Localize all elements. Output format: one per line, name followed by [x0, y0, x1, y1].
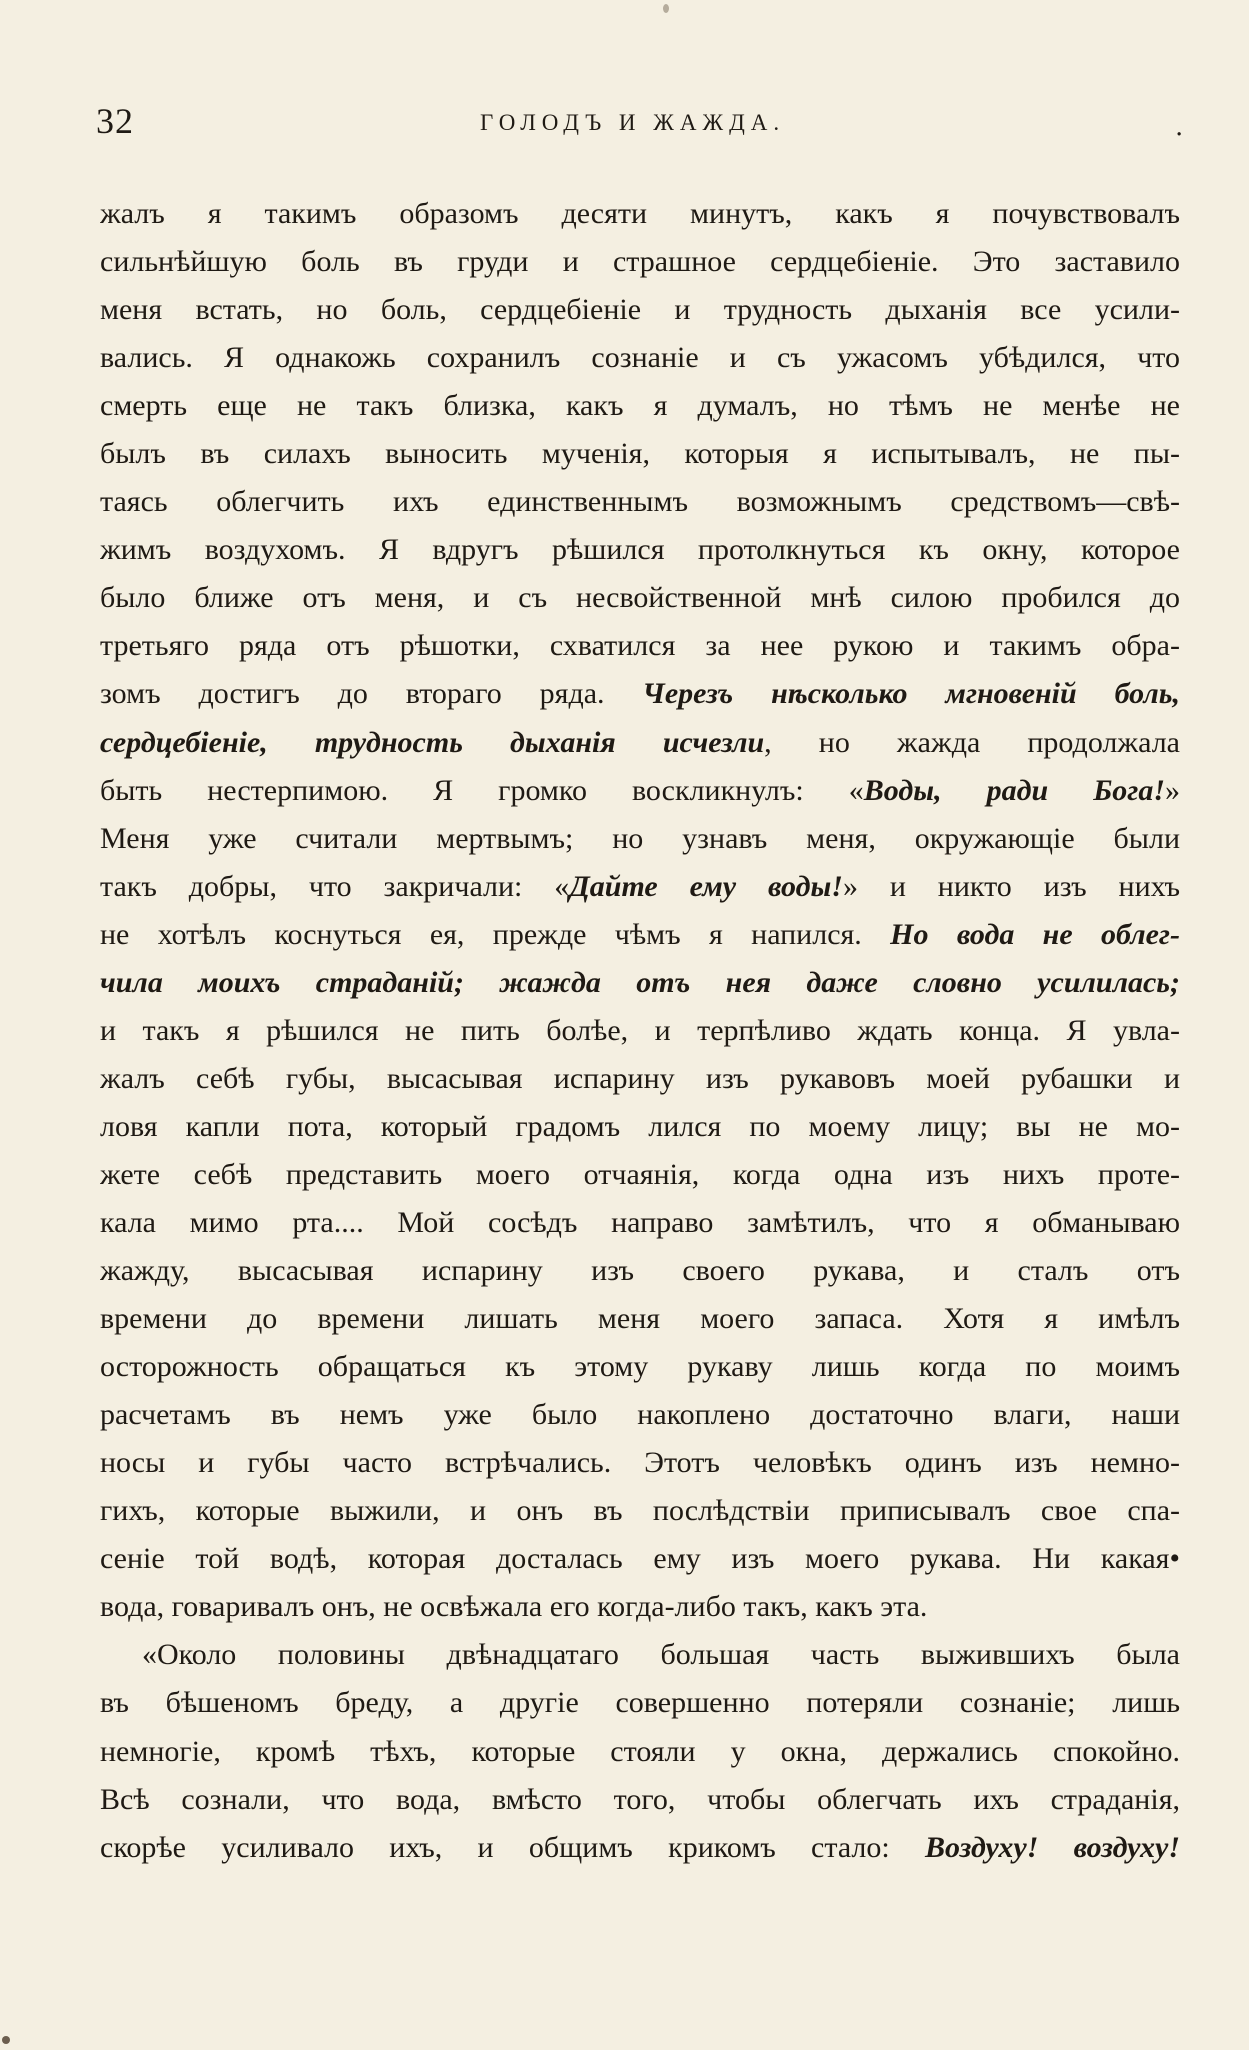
text-segment: жалъ себѣ губы, высасывая испарину изъ рукавовъ моей рубашки и [100, 1061, 1180, 1095]
text-segment: сеніе той водѣ, которая досталась ему изъ моего рукава. Ни какая• [100, 1542, 1180, 1576]
text-segment: зомъ достигъ до втораго ряда. [100, 677, 643, 711]
text-segment: такъ добры, что закричали: « [100, 869, 570, 903]
italic-segment: сердцебіеніе, трудность дыханія исчезли [100, 725, 765, 759]
text-segment: былъ въ силахъ выносить мученія, которыя я испытывалъ, не пы- [100, 437, 1180, 471]
text-line [100, 526, 1180, 574]
text-line [100, 1199, 1180, 1247]
text-line [100, 574, 1180, 622]
text-line [100, 478, 1180, 526]
text-segment: «Около половины двѣнадцатаго большая часть выжившихъ была [142, 1638, 1180, 1672]
text-segment: было ближе отъ меня, и съ несвойственной мнѣ силою пробился до [100, 581, 1180, 615]
text-segment: ловя капли пота, который градомъ лился по моему лицу; вы не мо- [100, 1109, 1180, 1143]
text-line [100, 430, 1180, 478]
text-line [100, 719, 1180, 767]
text-line [100, 382, 1180, 430]
text-segment: третьяго ряда отъ рѣшотки, схватился за нее рукою и такимъ обра- [100, 629, 1180, 663]
italic-segment: Черезъ нѣсколько мгновеній боль, [642, 677, 1180, 711]
paper-speck [2, 2036, 10, 2044]
text-line [100, 1776, 1180, 1824]
text-line [100, 1343, 1180, 1391]
text-line [100, 1824, 1180, 1872]
text-line [100, 238, 1180, 286]
text-line [100, 670, 1180, 718]
text-segment: скорѣе усиливало ихъ, и общимъ крикомъ стало: [100, 1830, 926, 1864]
italic-segment: Но вода не облег- [890, 917, 1180, 951]
header-mark: . [1175, 112, 1184, 142]
text-segment: сильнѣйшую боль въ груди и страшное сердцебіеніе. Это заставило [100, 245, 1180, 279]
text-line [100, 1391, 1180, 1439]
text-line [100, 1055, 1180, 1103]
text-segment: гихъ, которые выжили, и онъ въ послѣдствіи приписывалъ свое спа- [100, 1494, 1180, 1528]
text-segment: вода, говаривалъ онъ, не освѣжала его когда-либо такъ, какъ эта. [100, 1590, 928, 1624]
paper-speck [663, 4, 669, 13]
text-line [100, 622, 1180, 670]
text-line [100, 1631, 1180, 1679]
text-segment: , но жажда продолжала [764, 725, 1180, 759]
text-segment: Всѣ сознали, что вода, вмѣсто того, чтобы облегчать ихъ страданія, [100, 1782, 1180, 1816]
text-segment: » [1165, 773, 1180, 807]
running-title: ГОЛОДЪ И ЖАЖДА. [480, 110, 786, 135]
text-segment: жимъ воздухомъ. Я вдругъ рѣшился протолкнуться къ окну, которое [100, 533, 1180, 567]
text-segment: и такъ я рѣшился не пить болѣе, и терпѣливо ждать конца. Я увла- [100, 1013, 1180, 1047]
text-segment: немногіе, кромѣ тѣхъ, которые стояли у окна, держались спокойно. [100, 1734, 1180, 1768]
italic-segment: Дайте ему воды! [569, 869, 843, 903]
italic-segment: Воздуху! воздуху! [925, 1830, 1180, 1864]
text-line [100, 767, 1180, 815]
text-line [100, 1103, 1180, 1151]
text-segment: расчетамъ въ немъ уже было накоплено достаточно влаги, наши [100, 1398, 1180, 1432]
text-segment: жалъ я такимъ образомъ десяти минутъ, какъ я почувствовалъ [100, 197, 1180, 230]
text-segment: носы и губы часто встрѣчались. Этотъ человѣкъ одинъ изъ немно- [100, 1446, 1180, 1480]
body-text [100, 190, 1180, 1872]
text-segment: быть нестерпимою. Я громко воскликнулъ: « [100, 773, 864, 807]
text-segment: осторожность обращаться къ этому рукаву лишь когда по моимъ [100, 1350, 1180, 1384]
text-segment: » и никто изъ нихъ [842, 869, 1180, 903]
text-segment: не хотѣлъ коснуться ея, прежде чѣмъ я напился. [100, 917, 891, 951]
text-line [100, 815, 1180, 863]
text-segment: вались. Я однакожь сохранилъ сознаніе и съ ужасомъ убѣдился, что [100, 341, 1180, 375]
italic-segment: чила моихъ страданій; жажда отъ нея даже словно усилилась; [100, 965, 1180, 999]
text-line [100, 959, 1180, 1007]
text-line [100, 286, 1180, 334]
text-line [100, 1487, 1180, 1535]
page-number: 32 [96, 101, 134, 141]
text-segment: времени до времени лишать меня моего запаса. Хотя я имѣлъ [100, 1302, 1180, 1336]
text-segment: кала мимо рта.... Мой сосѣдъ направо замѣтилъ, что я обманываю [100, 1205, 1180, 1239]
text-segment: смерть еще не такъ близка, какъ я думалъ, но тѣмъ не менѣе не [100, 389, 1180, 423]
text-line [100, 1295, 1180, 1343]
text-segment: въ бѣшеномъ бреду, а другіе совершенно потеряли сознаніе; лишь [100, 1686, 1180, 1720]
text-line [100, 190, 1180, 238]
text-line [100, 1151, 1180, 1199]
text-line [100, 334, 1180, 382]
text-line [100, 1535, 1180, 1583]
text-segment: Меня уже считали мертвымъ; но узнавъ меня, окружающіе были [100, 821, 1180, 855]
italic-segment: Воды, ради Бога! [863, 773, 1166, 807]
text-line [100, 1728, 1180, 1776]
text-line [100, 1247, 1180, 1295]
text-line [100, 863, 1180, 911]
text-line [100, 1679, 1180, 1727]
text-line [100, 911, 1180, 959]
text-segment: меня встать, но боль, сердцебіеніе и трудность дыханія все усили- [100, 293, 1180, 327]
text-line [100, 1007, 1180, 1055]
text-segment: жажду, высасывая испарину изъ своего рукава, и сталъ отъ [100, 1254, 1180, 1288]
text-segment: таясь облегчить ихъ единственнымъ возможнымъ средствомъ—свѣ- [100, 485, 1180, 519]
text-line [100, 1583, 1180, 1631]
text-line [100, 1439, 1180, 1487]
text-segment: жете себѣ представить моего отчаянія, когда одна изъ нихъ проте- [100, 1157, 1180, 1191]
